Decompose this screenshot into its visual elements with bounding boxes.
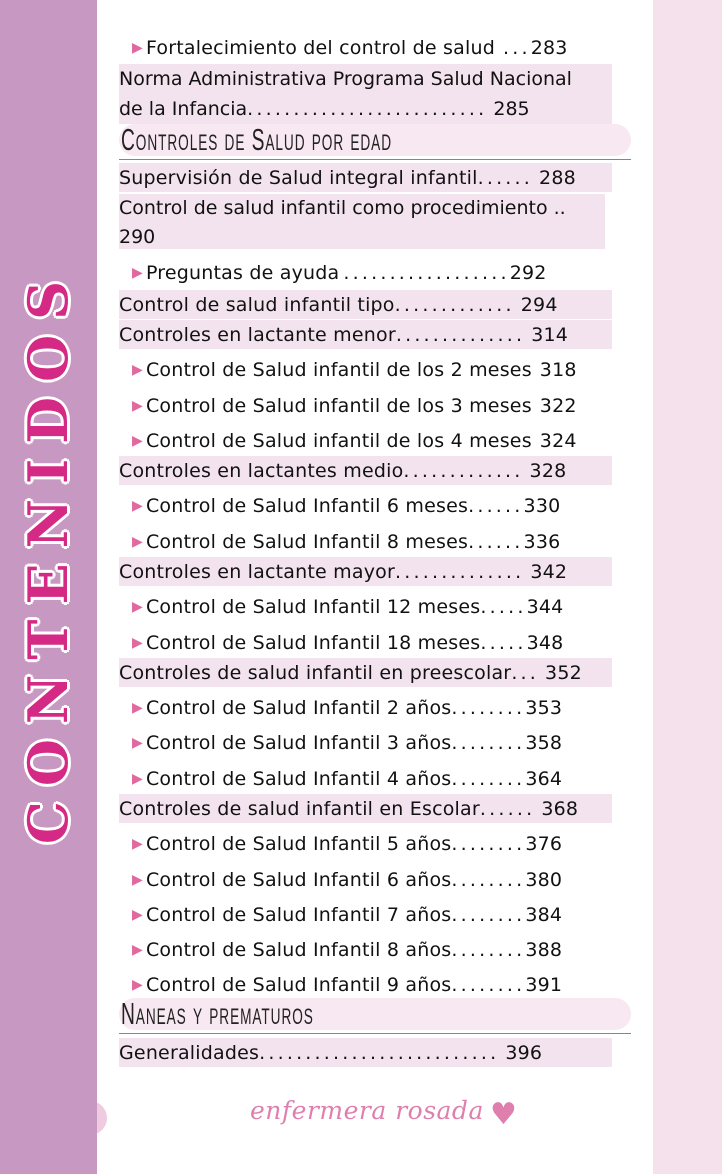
entry-label: Control de Salud Infantil 3 años	[145, 731, 452, 754]
entry-label: Controles de salud infantil en Escolar	[119, 797, 480, 820]
toc-entry[interactable]	[119, 865, 562, 894]
entry-label: Controles en lactantes medio	[119, 459, 404, 482]
page-number: 358	[525, 731, 563, 754]
leader-dots: ..........................	[247, 98, 488, 120]
toc-entry[interactable]	[119, 290, 612, 319]
entry-line: Norma Administrativa Programa Salud Nacional	[119, 68, 572, 90]
entry-label: Control de Salud infantil de los 3 meses	[145, 394, 532, 417]
bullet-triangle-icon: ▶	[132, 976, 143, 993]
signature-logo: enfermera rosada	[250, 1096, 484, 1125]
toc-entry[interactable]	[119, 628, 563, 657]
entry-label: Control de Salud Infantil 6 meses	[145, 494, 469, 517]
entry-label: Control de Salud infantil de los 2 meses	[145, 358, 532, 381]
toc-entry[interactable]	[119, 900, 562, 929]
entry-label: Control de Salud infantil de los 4 meses	[145, 429, 532, 452]
leader-dots: ........	[451, 938, 526, 961]
leader-dots: .............	[394, 293, 515, 316]
leader-dots: ......	[468, 494, 524, 517]
toc-entry[interactable]	[119, 194, 605, 249]
leader-dots: ......	[479, 797, 536, 820]
entry-label: Control de Salud Infantil 8 meses	[145, 530, 469, 553]
toc-entry[interactable]	[119, 320, 612, 349]
toc-entry[interactable]	[119, 794, 612, 823]
bullet-triangle-icon: ▶	[132, 533, 143, 550]
bullet-triangle-icon: ▶	[132, 770, 143, 787]
page-number: 318	[539, 358, 577, 381]
leader-dots: ........	[451, 903, 526, 926]
page-number: 294	[520, 293, 558, 316]
toc-entry[interactable]	[119, 658, 612, 687]
bullet-triangle-icon: ▶	[132, 432, 143, 449]
leader-dots: ..............	[395, 560, 525, 583]
toc-entry[interactable]	[119, 592, 563, 621]
page-number: 352	[545, 661, 582, 684]
entry-label: Controles de salud infantil en preescolar	[119, 661, 512, 684]
toc-entry[interactable]: Generalidades .......................... 396	[119, 1038, 612, 1067]
bullet-triangle-icon: ▶	[132, 835, 143, 852]
toc-entry[interactable]	[119, 764, 562, 793]
right-margin-band	[653, 0, 722, 1174]
bullet-triangle-icon: ▶	[132, 264, 143, 281]
section-heading	[119, 124, 631, 160]
entry-line: Control de salud infantil como procedimiento ..	[119, 197, 566, 219]
entry-label: Control de Salud Infantil 5 años	[145, 832, 452, 855]
page-number: 336	[523, 530, 561, 553]
toc-entry[interactable]	[119, 935, 562, 964]
bullet-triangle-icon: ▶	[132, 699, 143, 716]
page-number: 285	[493, 98, 530, 120]
page-number: 384	[525, 903, 563, 926]
vertical-title: CONTENIDOS	[16, 265, 80, 845]
page-number: 290	[119, 226, 156, 248]
page-number: 391	[525, 973, 563, 996]
toc-entry[interactable]: Supervisión de Salud integral infantil ...... 288	[119, 163, 612, 192]
section-rule	[119, 159, 631, 160]
entry-label: Control de Salud Infantil 18 meses	[145, 631, 481, 654]
section-heading	[119, 998, 631, 1034]
entry-label: Control de Salud Infantil 6 años	[145, 868, 452, 891]
page-number: 353	[525, 696, 563, 719]
page-number: 380	[525, 868, 563, 891]
entry-label: Controles en lactante menor	[119, 323, 396, 346]
entry-label: Control de Salud Infantil 7 años	[145, 903, 452, 926]
bullet-triangle-icon: ▶	[132, 598, 143, 615]
toc-entry[interactable]	[119, 355, 577, 384]
page-number: 324	[539, 429, 577, 452]
toc-entry[interactable]	[119, 391, 577, 420]
leader-dots: ........	[451, 767, 526, 790]
leader-dots: ...	[511, 661, 540, 684]
heart-icon: ♥	[490, 1097, 517, 1132]
toc-entry[interactable]: ▶ Preguntas de ayuda .................. 292	[132, 261, 547, 284]
page-number: 330	[523, 494, 561, 517]
leader-dots: ........	[451, 731, 526, 754]
page-number: 364	[525, 767, 563, 790]
entry-label: Control de Salud Infantil 4 años	[145, 767, 452, 790]
bullet-triangle-icon: ▶	[132, 906, 143, 923]
page-number: 342	[530, 560, 568, 583]
sidebar-band-bottom	[0, 1090, 97, 1174]
entry-label: Control de salud infantil tipo	[119, 293, 395, 316]
toc-entry[interactable]	[119, 728, 562, 757]
section-rule	[119, 1033, 631, 1034]
toc-entry[interactable]	[119, 693, 562, 722]
toc-entry[interactable]	[119, 527, 560, 556]
entry-label: Control de Salud Infantil 12 meses	[145, 595, 481, 618]
bullet-triangle-icon: ▶	[132, 397, 143, 414]
section-title: Naneas y prematuros	[121, 996, 314, 1031]
page-number: 328	[529, 459, 567, 482]
toc-entry[interactable]: ▶ Fortalecimiento del control de salud ... 283	[132, 36, 568, 59]
bullet-triangle-icon: ▶	[132, 497, 143, 514]
bullet-triangle-icon: ▶	[132, 39, 143, 56]
toc-entry[interactable]	[119, 491, 560, 520]
entry-label: Controles en lactante mayor	[119, 560, 395, 583]
entry-label: Control de Salud Infantil 9 años	[145, 973, 452, 996]
leader-dots: .....	[480, 631, 527, 654]
entry-label: Control de Salud Infantil 8 años	[145, 938, 452, 961]
page-number: 376	[525, 832, 563, 855]
leader-dots: .....	[480, 595, 527, 618]
leader-dots: ..............	[395, 323, 526, 346]
toc-entry[interactable]	[119, 456, 612, 485]
page-number: 314	[531, 323, 569, 346]
leader-dots: ........	[451, 973, 526, 996]
page-number: 344	[526, 595, 564, 618]
page-number: 368	[541, 797, 579, 820]
bullet-triangle-icon: ▶	[132, 941, 143, 958]
bullet-triangle-icon: ▶	[132, 734, 143, 751]
leader-dots: ........	[451, 696, 526, 719]
toc-entry[interactable]	[119, 557, 612, 586]
leader-dots: ......	[468, 530, 524, 553]
section-title: Controles de Salud por edad	[121, 122, 392, 157]
toc-entry[interactable]	[119, 829, 562, 858]
leader-dots: ........	[451, 868, 526, 891]
page-number: 348	[526, 631, 564, 654]
toc-entry[interactable]	[119, 64, 612, 124]
leader-dots: ........	[451, 832, 526, 855]
page-number: 388	[525, 938, 563, 961]
bullet-triangle-icon: ▶	[132, 634, 143, 651]
bullet-triangle-icon: ▶	[132, 361, 143, 378]
entry-line: de la Infancia	[119, 98, 248, 120]
bullet-triangle-icon: ▶	[132, 871, 143, 888]
entry-label: Control de Salud Infantil 2 años	[145, 696, 452, 719]
leader-dots: .............	[403, 459, 524, 482]
page-number: 322	[539, 394, 577, 417]
toc-entry[interactable]	[119, 970, 562, 999]
toc-entry[interactable]	[119, 426, 577, 455]
